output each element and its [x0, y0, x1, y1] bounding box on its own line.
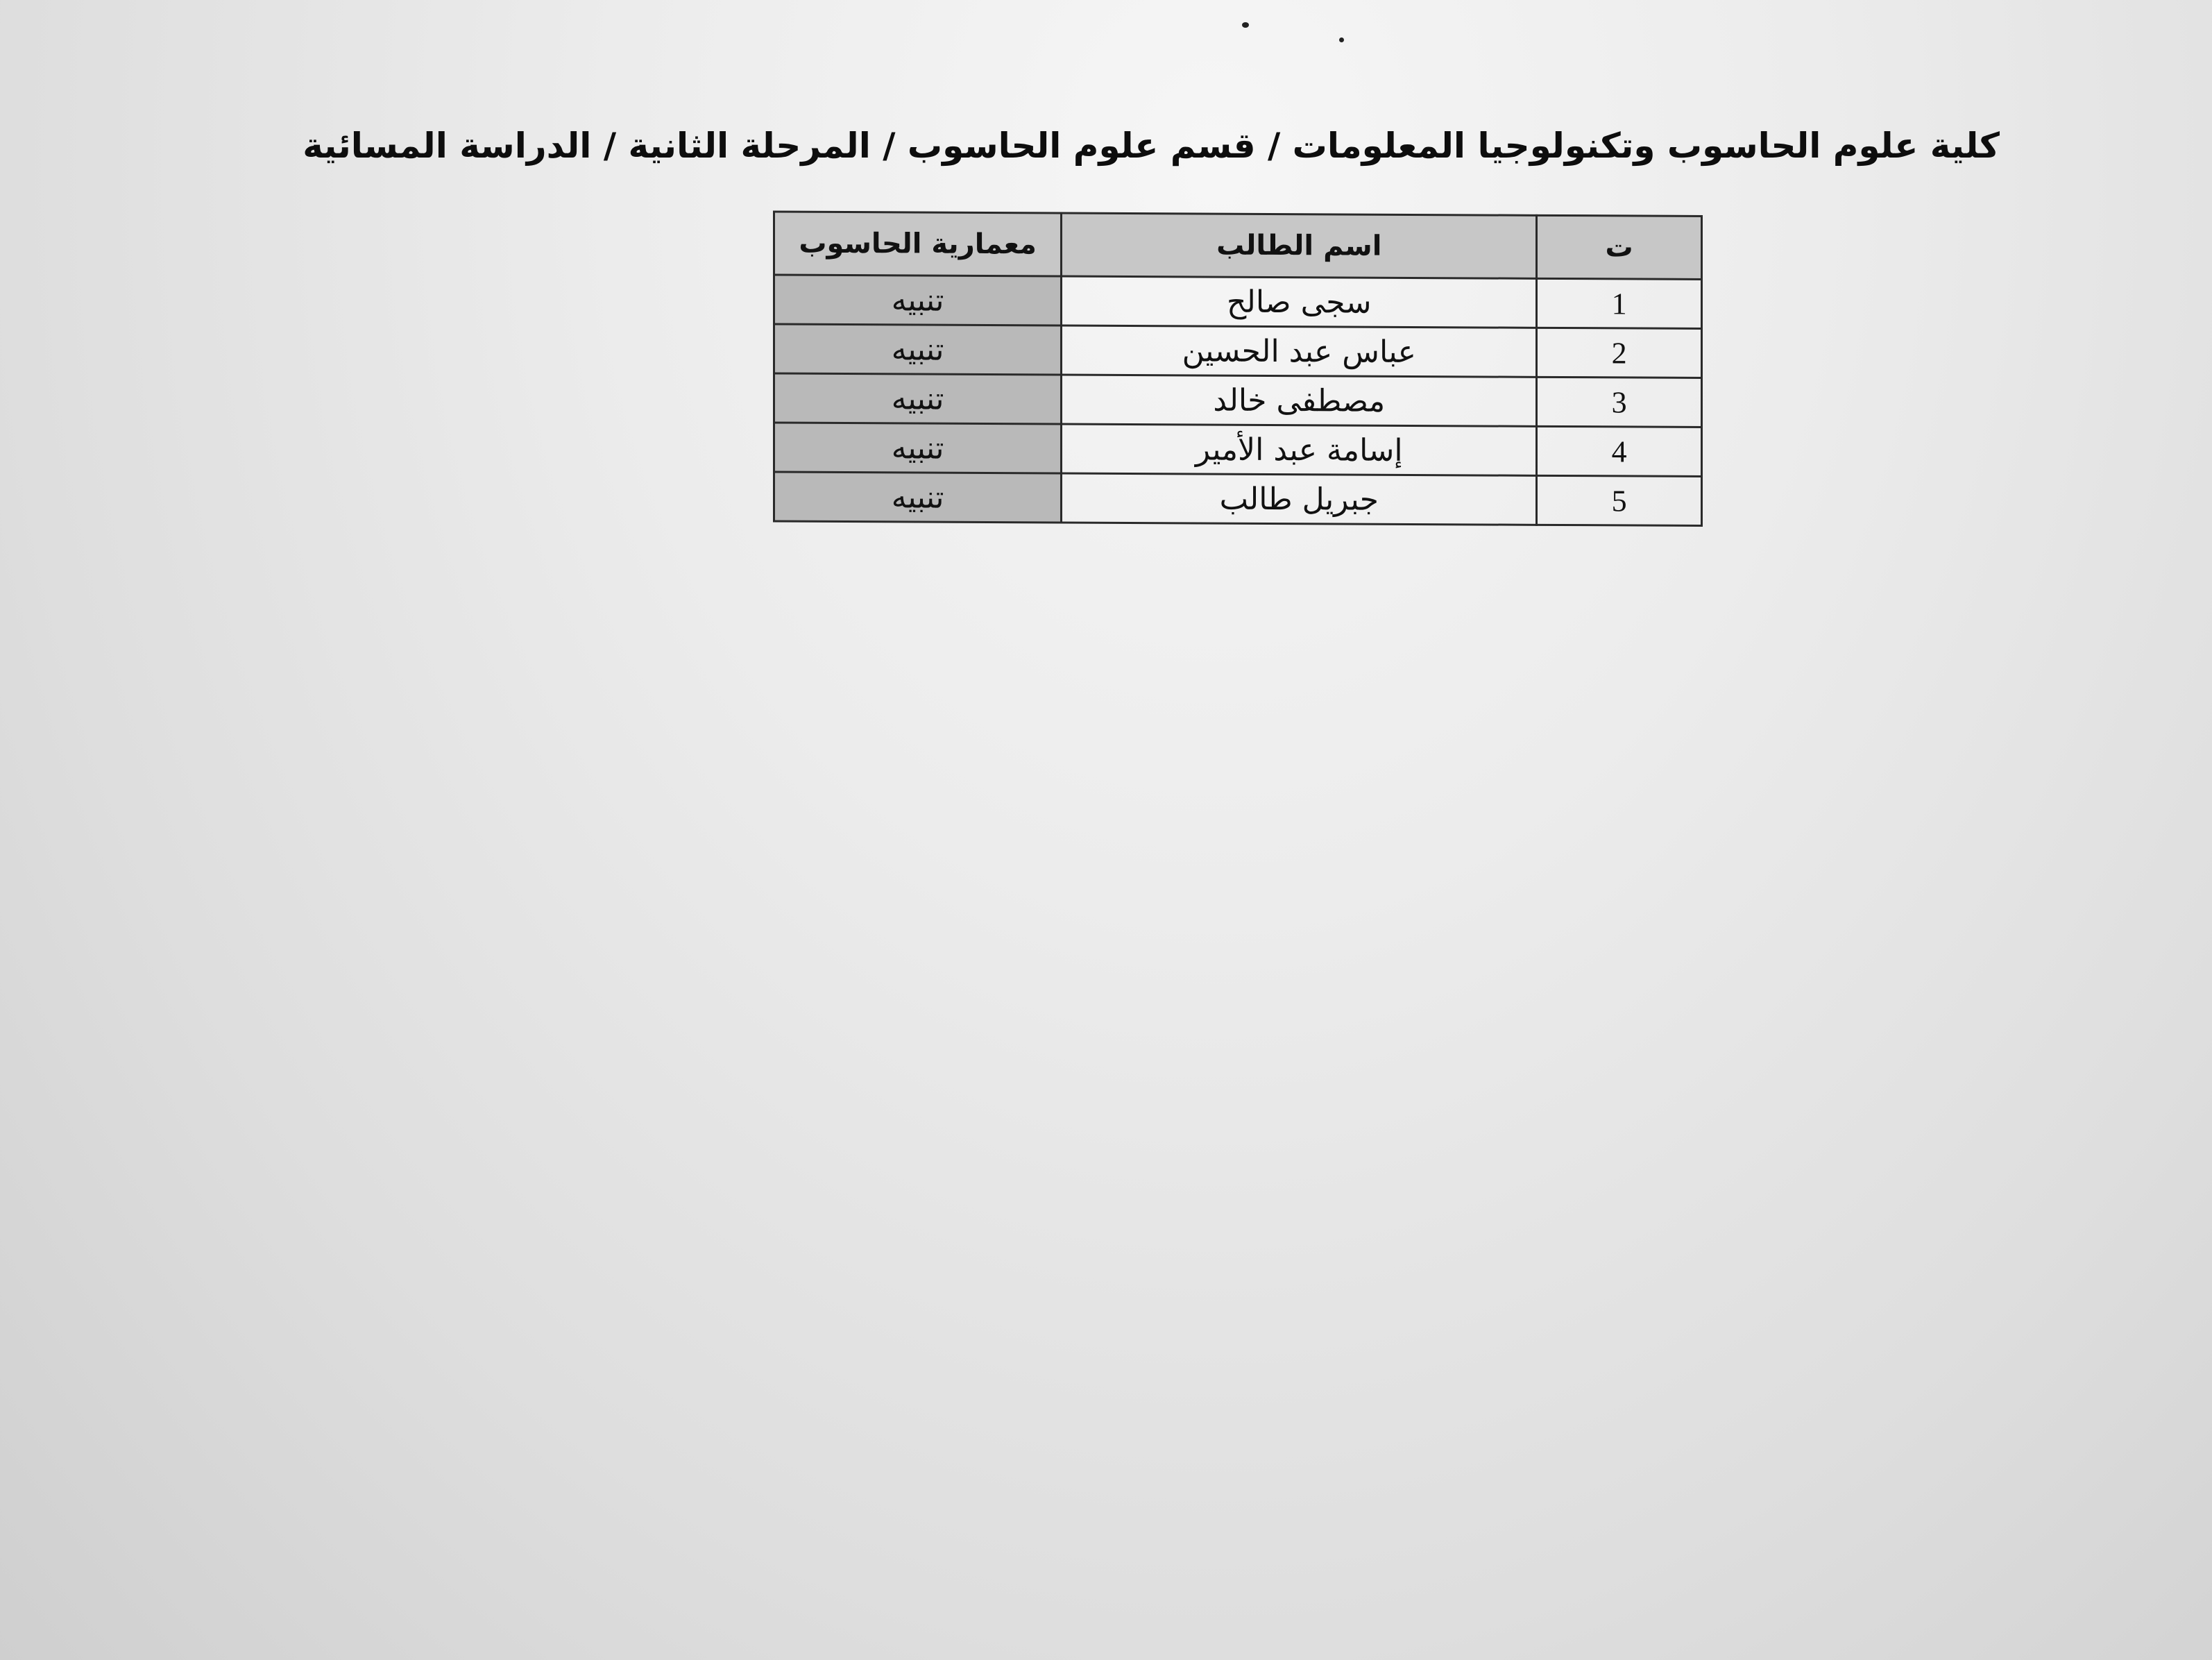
column-header-student-name: اسم الطالب — [1062, 213, 1537, 278]
row-number: 5 — [1537, 475, 1702, 525]
status-cell: تنبيه — [774, 373, 1062, 424]
student-name: سجى صالح — [1062, 276, 1537, 328]
paper-speck — [1339, 37, 1344, 42]
student-name: إسامة عبد الأمير — [1062, 424, 1537, 475]
row-number: 4 — [1537, 426, 1702, 476]
column-header-computer-architecture: معمارية الحاسوب — [774, 212, 1062, 276]
column-header-number: ت — [1537, 215, 1702, 279]
table-row — [774, 324, 1702, 378]
status-cell: تنبيه — [774, 423, 1062, 473]
row-number: 2 — [1537, 328, 1702, 378]
table-row — [774, 275, 1702, 329]
table-row — [774, 423, 1702, 477]
row-number: 1 — [1537, 278, 1702, 328]
status-cell: تنبيه — [774, 324, 1062, 375]
table-header-row — [774, 212, 1702, 280]
student-table — [773, 210, 1703, 527]
row-number: 3 — [1537, 377, 1702, 427]
status-cell: تنبيه — [774, 472, 1062, 523]
paper-speck — [1242, 22, 1249, 28]
status-cell: تنبيه — [774, 275, 1062, 325]
table-row — [774, 373, 1702, 427]
student-name: مصطفى خالد — [1062, 375, 1537, 426]
document-title: كلية علوم الحاسوب وتكنولوجيا المعلومات / قسم علوم الحاسوب / المرحلة الثانية / الدراسة المسائية — [303, 126, 2000, 166]
student-name: جبريل طالب — [1062, 473, 1537, 525]
student-name: عباس عبد الحسين — [1062, 325, 1537, 377]
table-row — [774, 472, 1702, 526]
